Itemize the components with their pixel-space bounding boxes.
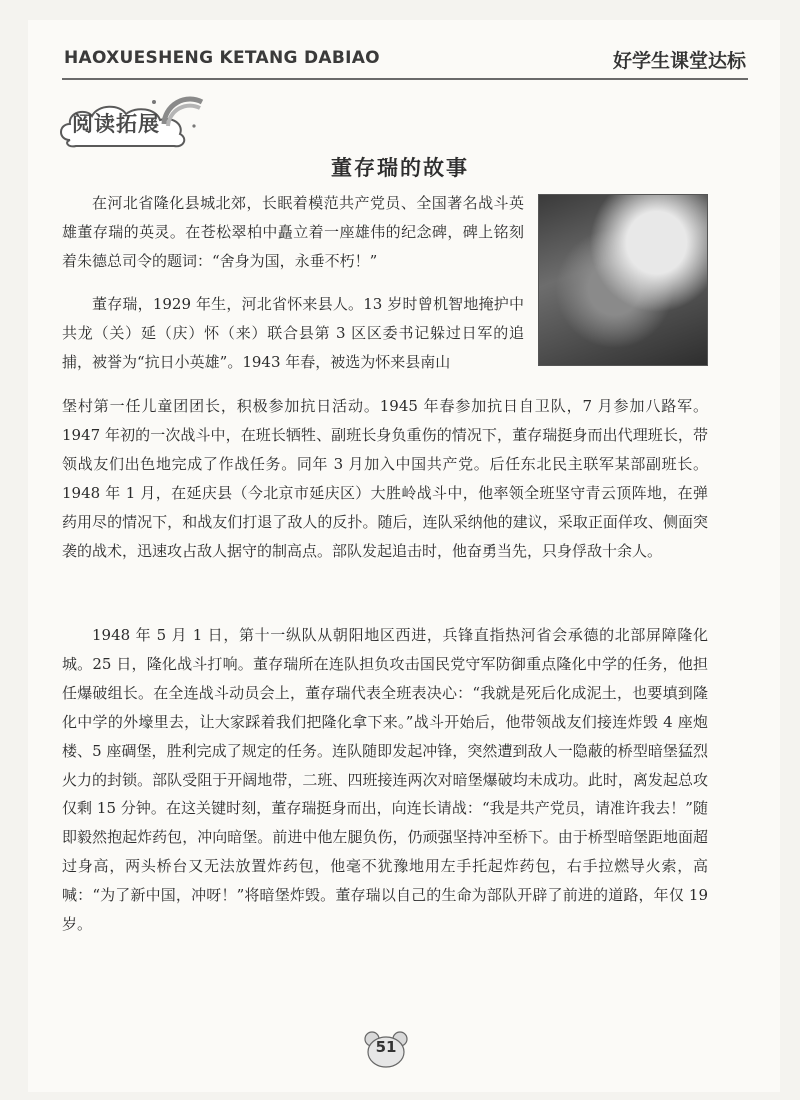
header-divider (62, 78, 748, 80)
article-title: 董存瑞的故事 (331, 156, 469, 180)
section-badge (56, 94, 206, 152)
series-title-chinese: 好学生课堂达标 (612, 50, 746, 72)
page-number: 51 (375, 1038, 397, 1056)
paragraph-2: 董存瑞，1929 年生，河北省怀来县人。13 岁时曾机智地掩护中共龙（关）延（庆）怀（来）联合县第 3 区区委书记躲过日军的追捕，被誉为“抗日小英雄”。1943 年春，被选为怀来县南山 (62, 295, 524, 371)
paragraph-3: 堡村第一任儿童团团长，积极参加抗日活动。1945 年春参加抗日自卫队，7 月参加八路军。1947 年初的一次战斗中，在班长牺牲、副班长身负重伤的情况下，董存瑞挺身而出代理班长，带领战友们出色地完成了作战任务。同年 3 月加入中国共产党。后任东北民主联军某部副班长。1948 年 1 月，在延庆县（今北京市延庆区）大胜岭战斗中，他率领全班坚守青云顶阵地，在弹药用尽的情况下，和战友们打退了敌人的反扑。随后，连队采纳他的建议，采取正面佯攻、侧面突袭的战术，迅速攻占敌人据守的制高点。部队发起追击时，他奋勇当先，只身俘敌十余人。 (62, 397, 708, 560)
paragraph-4: 1948 年 5 月 1 日，第十一纵队从朝阳地区西进，兵锋直指热河省会承德的北部屏障隆化城。25 日，隆化战斗打响。董存瑞所在连队担负攻击国民党守军防御重点隆化中学的任务，他担任爆破组长。在全连战斗动员会上，董存瑞代表全班表决心：“我就是死后化成泥土，也要填到隆化中学的外壕里去，让大家踩着我们把隆化拿下来。”战斗开始后，他带领战友们接连炸毁 4 座炮楼、5 座碉堡，胜利完成了规定的任务。连队随即发起冲锋，突然遭到敌人一隐蔽的桥型暗堡猛烈火力的封锁。部队受阻于开阔地带，二班、四班接连两次对暗堡爆破均未成功。此时，离发起总攻仅剩 15 分钟。在这关键时刻，董存瑞挺身而出，向连长请战：“我是共产党员，请准许我去！”随即毅然抱起炸药包，冲向暗堡。前进中他左腿负伤，仍顽强坚持冲至桥下。由于桥型暗堡距地面超过身高，两头桥台又无法放置炸药包，他毫不犹豫地用左手托起炸药包，右手拉燃导火索，高喊：“为了新中国，冲呀！”将暗堡炸毁。董存瑞以自己的生命为部队开辟了前进的道路，年仅 19 岁。 (62, 626, 708, 934)
hero-photo (538, 194, 708, 366)
page-header (64, 44, 746, 78)
section-label: 阅读拓展 (72, 112, 160, 136)
page-number-badge (362, 1030, 410, 1070)
paragraph-1: 在河北省隆化县城北郊，长眠着模范共产党员、全国著名战斗英雄董存瑞的英灵。在苍松翠柏中矗立着一座雄伟的纪念碑，碑上铭刻着朱德总司令的题词：“舍身为国，永垂不朽！” (62, 194, 524, 270)
series-title-english: HAOXUESHENG KETANG DABIAO (64, 48, 380, 68)
